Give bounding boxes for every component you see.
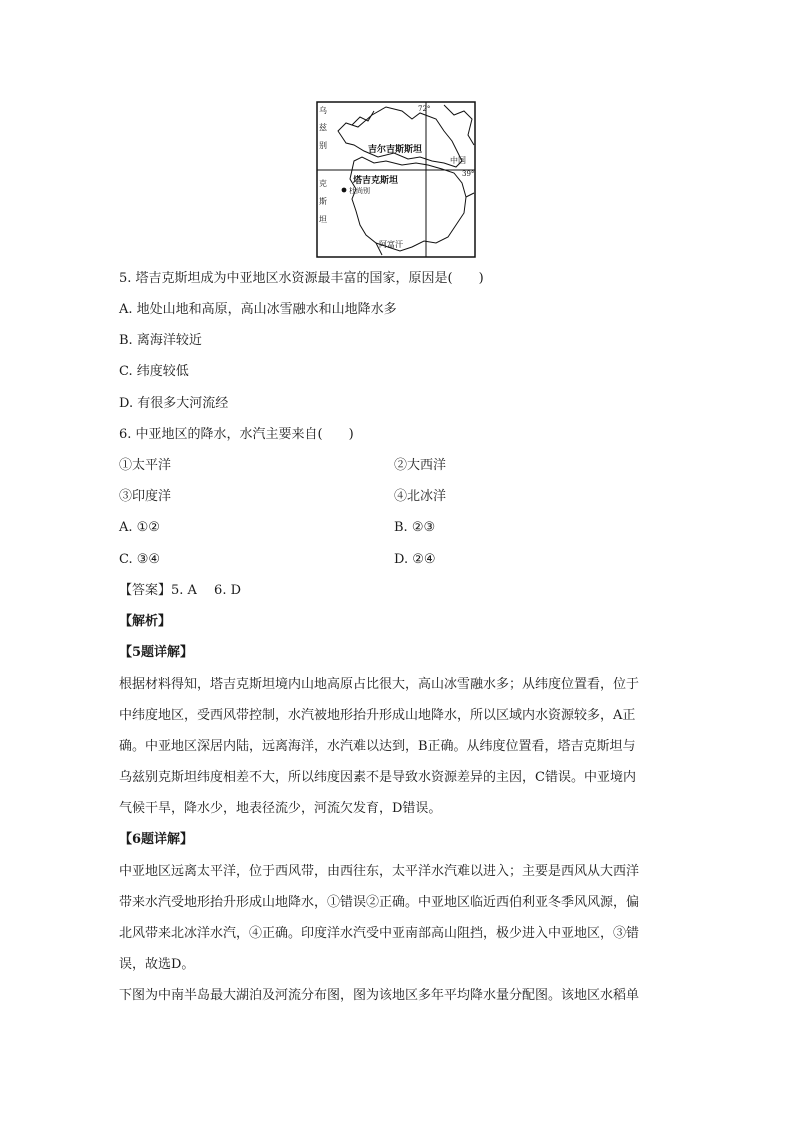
analysis-heading: 【解析】 [119,614,172,629]
map-label-uz5: 斯 [319,197,327,206]
q6-detail-heading: 【6题详解】 [119,832,194,847]
map-label-uz1: 乌 [319,106,327,115]
q5-option-c: C. 纬度较低 [119,364,189,379]
q6-detail-line: 误，故选D。 [119,957,195,972]
q5-detail-line: 确。中亚地区深居内陆，远离海洋，水汽难以达到，B正确。从纬度位置看，塔吉克斯坦与 [119,739,636,754]
q6-item-3: ③印度洋 [119,489,172,504]
map-label-uz3: 别 [319,141,327,150]
q5-detail-line: 中纬度地区，受西风带控制，水汽被地形抬升形成山地降水，所以区域内水资源较多，A正 [119,708,636,723]
q5-detail-line: 气候干旱，降水少，地表径流少，河流欠发育，D错误。 [119,801,442,816]
q5-detail-heading: 【5题详解】 [119,645,194,660]
q6-option-c: C. ③④ [119,552,161,567]
map-label-lon72: 72° [418,105,431,113]
q6-item-4: ④北冰洋 [394,489,447,504]
map-label-china: 中国 [450,156,466,165]
map-label-dushanbe: 杜尚别 [349,187,370,195]
map-label-kyrgyz: 吉尔吉斯斯坦 [368,145,423,155]
map-label-uz4: 克 [319,179,327,188]
q5-detail-line: 乌兹别克斯坦纬度相差不大，所以纬度因素不是导致水资源差异的主因，C错误。中亚境内 [119,770,636,785]
q5-stem: 5. 塔吉克斯坦成为中亚地区水资源最丰富的国家，原因是( ) [119,271,484,286]
map-label-lat39: 39° [462,170,475,178]
q6-option-a: A. ①② [119,520,160,535]
answer-line: 【答案】5. A 6. D [119,583,242,598]
q5-option-b: B. 离海洋较近 [119,333,202,348]
q6-detail-line: 中亚地区远离太平洋，位于西风带，由西往东，太平洋水汽难以进入；主要是西风从大西洋 [119,864,640,879]
q5-detail-line: 根据材料得知，塔吉克斯坦境内山地高原占比很大，高山冰雪融水多；从纬度位置看，位于 [119,677,640,692]
q6-detail-line: 北风带来北冰洋水汽，④正确。印度洋水汽受中亚南部高山阻挡，极少进入中亚地区，③错 [119,926,640,941]
map-svg [316,101,476,258]
q6-option-d: D. ②④ [394,552,436,567]
q6-option-b: B. ②③ [394,520,436,535]
map-label-afghan: 阿富汗 [379,240,403,249]
map-label-tajik: 塔吉克斯坦 [353,176,399,186]
q5-option-d: D. 有很多大河流经 [119,396,229,411]
q6-detail-line: 带来水汽受地形抬升形成山地降水，①错误②正确。中亚地区临近西伯利亚冬季风风源，偏 [119,895,640,910]
q6-item-2: ②大西洋 [394,458,447,473]
q5-option-a: A. 地处山地和高原，高山冰雪融水和山地降水多 [119,302,397,317]
dushanbe-point [342,188,347,193]
q6-stem: 6. 中亚地区的降水，水汽主要来自( ) [119,427,354,442]
map-label-uz2: 兹 [319,123,327,132]
q6-item-1: ①太平洋 [119,458,172,473]
map-label-uz6: 坦 [319,215,327,224]
next-question-intro: 下图为中南半岛最大湖泊及河流分布图，图为该地区多年平均降水量分配图。该地区水稻单 [119,988,640,1003]
tajikistan-map [316,101,476,258]
